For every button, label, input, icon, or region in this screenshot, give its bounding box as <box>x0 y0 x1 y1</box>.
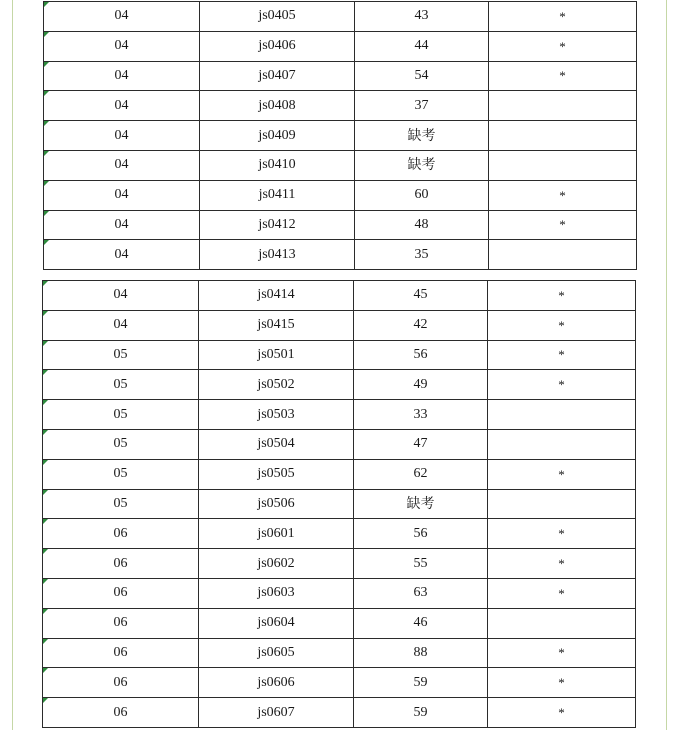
table-row <box>43 608 636 638</box>
table-row <box>44 61 637 91</box>
mark-cell: * <box>489 2 637 32</box>
table-row <box>43 698 636 728</box>
table-row <box>43 459 636 489</box>
page-edge-left <box>12 0 13 730</box>
page-edge-right <box>666 0 667 730</box>
student-id-cell: js0413 <box>200 240 355 270</box>
table-row <box>43 310 636 340</box>
mark-cell: * <box>488 519 636 549</box>
mark-cell <box>488 400 636 430</box>
student-id-cell: js0603 <box>199 578 354 608</box>
table-row <box>43 519 636 549</box>
mark-cell: * <box>488 638 636 668</box>
table-row <box>43 668 636 698</box>
class-cell: 04 <box>44 150 200 180</box>
grade-table-bottom <box>42 280 636 728</box>
class-cell: 05 <box>43 340 199 370</box>
class-cell: 06 <box>43 698 199 728</box>
score-cell: 59 <box>354 668 488 698</box>
mark-cell: * <box>488 698 636 728</box>
student-id-cell: js0415 <box>199 310 354 340</box>
score-cell: 47 <box>354 429 488 459</box>
score-cell: 缺考 <box>355 150 489 180</box>
student-id-cell: js0405 <box>200 2 355 32</box>
table-row <box>44 180 637 210</box>
student-id-cell: js0414 <box>199 281 354 311</box>
class-cell: 04 <box>44 210 200 240</box>
student-id-cell: js0501 <box>199 340 354 370</box>
table-row <box>44 240 637 270</box>
score-cell: 56 <box>354 340 488 370</box>
table-row <box>43 429 636 459</box>
score-cell: 63 <box>354 578 488 608</box>
table-row <box>44 31 637 61</box>
table-row <box>43 281 636 311</box>
class-cell: 05 <box>43 459 199 489</box>
score-cell: 42 <box>354 310 488 340</box>
score-cell: 48 <box>355 210 489 240</box>
score-cell: 60 <box>355 180 489 210</box>
score-cell: 54 <box>355 61 489 91</box>
score-cell: 49 <box>354 370 488 400</box>
table-row <box>43 638 636 668</box>
score-cell: 88 <box>354 638 488 668</box>
table-row <box>44 2 637 32</box>
class-cell: 04 <box>43 310 199 340</box>
table-row <box>44 210 637 240</box>
mark-cell: * <box>488 310 636 340</box>
mark-cell <box>488 429 636 459</box>
mark-cell <box>489 91 637 121</box>
student-id-cell: js0411 <box>200 180 355 210</box>
mark-cell: * <box>488 281 636 311</box>
class-cell: 04 <box>44 31 200 61</box>
student-id-cell: js0406 <box>200 31 355 61</box>
score-cell: 缺考 <box>354 489 488 519</box>
student-id-cell: js0409 <box>200 121 355 151</box>
score-cell: 59 <box>354 698 488 728</box>
student-id-cell: js0408 <box>200 91 355 121</box>
student-id-cell: js0503 <box>199 400 354 430</box>
score-cell: 55 <box>354 549 488 579</box>
table-row <box>43 370 636 400</box>
class-cell: 06 <box>43 608 199 638</box>
table-row <box>43 340 636 370</box>
mark-cell <box>488 489 636 519</box>
table-row <box>44 91 637 121</box>
table-body-top <box>44 2 637 270</box>
table-row <box>43 489 636 519</box>
mark-cell <box>489 150 637 180</box>
mark-cell: * <box>489 180 637 210</box>
class-cell: 06 <box>43 638 199 668</box>
student-id-cell: js0504 <box>199 429 354 459</box>
class-cell: 04 <box>43 281 199 311</box>
score-cell: 缺考 <box>355 121 489 151</box>
student-id-cell: js0601 <box>199 519 354 549</box>
student-id-cell: js0502 <box>199 370 354 400</box>
class-cell: 04 <box>44 180 200 210</box>
score-cell: 56 <box>354 519 488 549</box>
student-id-cell: js0410 <box>200 150 355 180</box>
table-row <box>43 400 636 430</box>
table-row <box>43 578 636 608</box>
score-cell: 35 <box>355 240 489 270</box>
student-id-cell: js0605 <box>199 638 354 668</box>
student-id-cell: js0506 <box>199 489 354 519</box>
table-row <box>44 150 637 180</box>
score-cell: 62 <box>354 459 488 489</box>
score-cell: 37 <box>355 91 489 121</box>
student-id-cell: js0407 <box>200 61 355 91</box>
mark-cell <box>488 608 636 638</box>
class-cell: 04 <box>44 91 200 121</box>
class-cell: 04 <box>44 2 200 32</box>
mark-cell <box>489 121 637 151</box>
class-cell: 04 <box>44 121 200 151</box>
mark-cell: * <box>488 549 636 579</box>
class-cell: 05 <box>43 489 199 519</box>
table-row <box>44 121 637 151</box>
class-cell: 06 <box>43 578 199 608</box>
mark-cell: * <box>489 61 637 91</box>
mark-cell: * <box>488 370 636 400</box>
class-cell: 05 <box>43 400 199 430</box>
score-cell: 43 <box>355 2 489 32</box>
student-id-cell: js0602 <box>199 549 354 579</box>
mark-cell: * <box>489 210 637 240</box>
class-cell: 04 <box>44 61 200 91</box>
score-cell: 33 <box>354 400 488 430</box>
grade-table-top <box>43 1 637 270</box>
mark-cell: * <box>489 31 637 61</box>
class-cell: 06 <box>43 519 199 549</box>
table-body-bottom <box>43 281 636 728</box>
score-cell: 46 <box>354 608 488 638</box>
score-cell: 44 <box>355 31 489 61</box>
mark-cell <box>489 240 637 270</box>
table-row <box>43 549 636 579</box>
score-cell: 45 <box>354 281 488 311</box>
mark-cell: * <box>488 578 636 608</box>
student-id-cell: js0606 <box>199 668 354 698</box>
mark-cell: * <box>488 340 636 370</box>
class-cell: 05 <box>43 429 199 459</box>
class-cell: 05 <box>43 370 199 400</box>
student-id-cell: js0607 <box>199 698 354 728</box>
class-cell: 06 <box>43 549 199 579</box>
class-cell: 04 <box>44 240 200 270</box>
mark-cell: * <box>488 459 636 489</box>
class-cell: 06 <box>43 668 199 698</box>
student-id-cell: js0604 <box>199 608 354 638</box>
student-id-cell: js0505 <box>199 459 354 489</box>
mark-cell: * <box>488 668 636 698</box>
student-id-cell: js0412 <box>200 210 355 240</box>
